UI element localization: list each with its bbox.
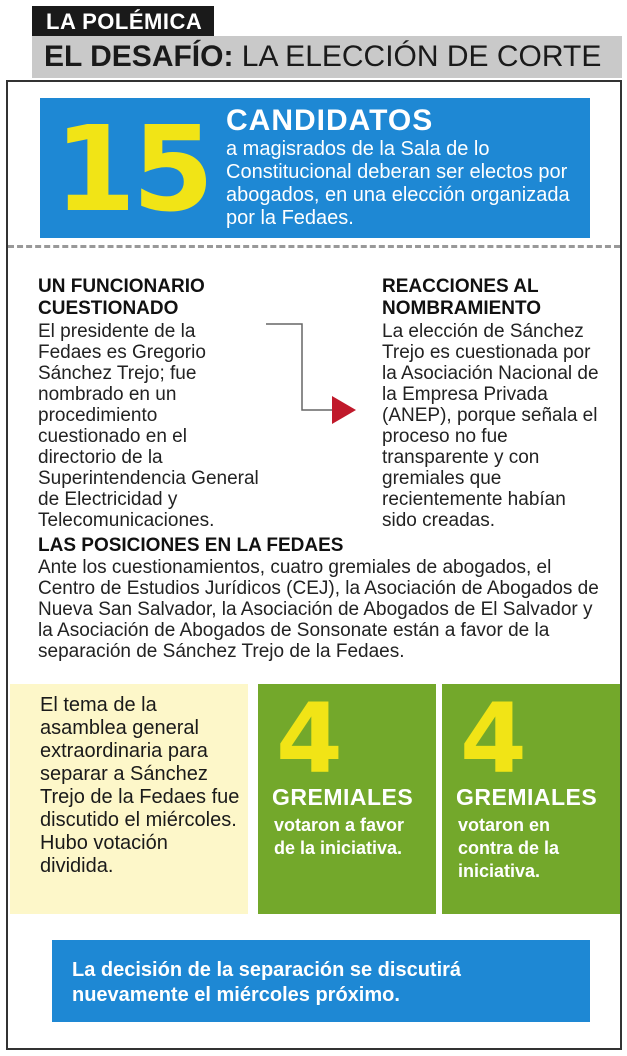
contra-text: votaron en contra de la iniciativa.: [458, 815, 560, 881]
decision-text: La decisión de la separación se discutirá nuevamente el miércoles próximo.: [72, 959, 462, 1006]
candidatos-text: a magisrados de la Sala de lo Constitucional deberan ser electos por abogados, en una elección organizada por la Fedaes.: [226, 138, 570, 229]
reacciones-title: [382, 276, 541, 320]
favor-number: 4: [276, 683, 343, 795]
arrow-icon: [262, 322, 362, 432]
posiciones-text: Ante los cuestionamientos, cuatro gremiales de abogados, el Centro de Estudios Jurídicos (CEJ), la Asociación de Abogados de Nueva San Salvador, la Asociación de Abogados de El Salvador y la Asociación de Abogados de Sonsonate están a favor de la separación de Sánchez Trejo de la Fedaes.: [38, 557, 599, 662]
asamblea-text: El tema de la asamblea general extraordinaria para separar a Sánchez Trejo de la Fedaes fue discutido el miércoles. Hubo votación dividida.: [40, 694, 240, 877]
page-headline: [32, 36, 622, 78]
posiciones-title: LAS POSICIONES EN LA FEDAES: [38, 535, 344, 556]
headline-rest: LA ELECCIÓN DE CORTE: [233, 40, 602, 73]
favor-text: votaron a favor de la iniciativa.: [274, 815, 405, 858]
reacciones-text: La elección de Sánchez Trejo es cuestionada por la Asociación Nacional de la Empresa Privada (ANEP), porque señala el proceso no fue transparente y con gremiales que recientemente habían sido creadas.: [382, 321, 599, 531]
contra-box: [442, 684, 620, 914]
favor-box: [258, 684, 436, 914]
dashed-divider: [8, 245, 620, 248]
headline-bold: EL DESAFÍO:: [44, 40, 234, 73]
asamblea-box: [10, 684, 248, 914]
candidatos-title: CANDIDATOS: [226, 104, 434, 137]
funcionario-text: El presidente de la Fedaes es Gregorio Sánchez Trejo; fue nombrado en un procedimiento cuestionado en el directorio de la Superintendencia General de Electricidad y Telecomunicaciones.: [38, 321, 259, 531]
contra-number: 4: [460, 683, 527, 795]
section-kicker: LA POLÉMICA: [32, 6, 214, 37]
favor-title: GREMIALES: [272, 784, 414, 810]
decision-box: [52, 940, 590, 1022]
candidatos-box: [40, 98, 590, 238]
funcionario-title: [38, 276, 205, 320]
funcionario-title-line2: CUESTIONADO: [38, 298, 179, 319]
contra-title: GREMIALES: [456, 784, 598, 810]
funcionario-title-line1: UN FUNCIONARIO: [38, 276, 205, 297]
reacciones-title-line1: REACCIONES AL: [382, 276, 539, 297]
candidatos-number: 15: [54, 100, 211, 238]
frame-top-line: [6, 80, 622, 82]
reacciones-title-line2: NOMBRAMIENTO: [382, 298, 542, 319]
